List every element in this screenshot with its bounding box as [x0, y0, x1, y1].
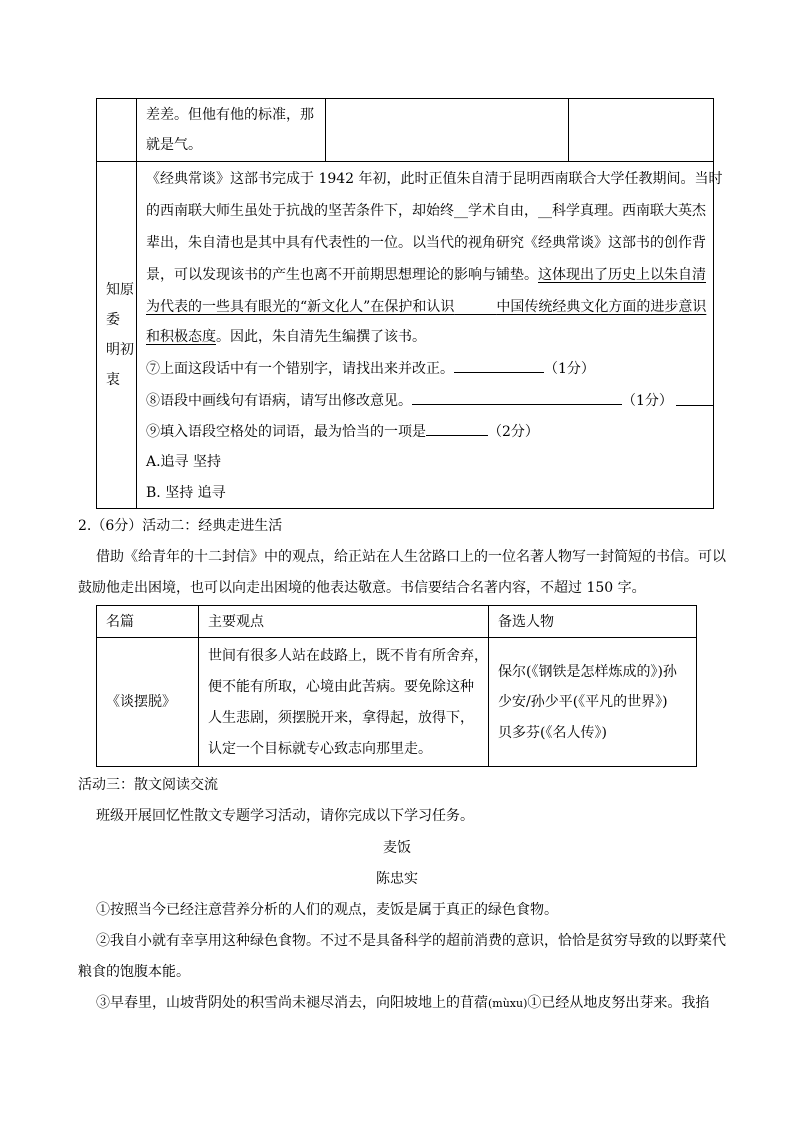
passage-text: 。因此，朱自清先生编撰了该书。 [216, 329, 426, 345]
table2-border [96, 605, 97, 767]
answer-blank[interactable] [412, 390, 622, 405]
paragraph-2: 粮食的饱腹本能。 [78, 964, 190, 980]
question-9-text: ⑨填入语段空格处的词语，最为恰当的一项是 [146, 424, 426, 440]
option-a[interactable]: A.追寻 坚持 [146, 454, 222, 470]
paragraph-3 [96, 993, 709, 1014]
paragraph-3-text: ③早春里，山坡背阴处的积雪尚未褪尽消去，向阳坡地上的苜蓿 [96, 995, 488, 1011]
viewpoint-line: 人生悲剧，须摆脱开来，拿得起，放得下， [208, 710, 474, 726]
paragraph-2: ②我自小就有幸享用这种绿色食物。不过不是具备科学的超前消费的意识，恰恰是贫穷导致的以野菜代 [96, 933, 726, 949]
table1-border [96, 98, 97, 509]
question-9 [146, 421, 539, 442]
passage-line: 的西南联大师生虽处于抗战的坚苦条件下，却始终__学术自由，__科学真理。西南联大英杰 [146, 203, 706, 219]
viewpoint-line: 世间有很多人站在歧路上，既不肯有所舍弃， [208, 648, 488, 664]
option-b[interactable]: B. 坚持 追寻 [146, 485, 226, 501]
passage-line [146, 327, 426, 347]
people-line: 保尔(《钢铁是怎样炼成的》)孙 [498, 664, 677, 680]
underlined-sentence: 这体现出了历史上以朱自清 [538, 267, 706, 283]
passage-line [146, 265, 706, 285]
pinyin: (mùxu) [488, 997, 528, 1010]
question-7-score: （1分） [544, 361, 595, 377]
answer-blank[interactable] [676, 405, 713, 406]
table1-row1-text: 差差。但他有他的标准，那 [146, 107, 314, 123]
table1-border [136, 98, 137, 509]
paragraph-1: ①按照当今已经注意营养分析的人们的观点，麦饭是属于真正的绿色食物。 [96, 902, 558, 918]
section3-intro: 班级开展回忆性散文专题学习活动，请你完成以下学习任务。 [96, 808, 474, 824]
table1-border [96, 98, 714, 99]
table2-border [696, 605, 697, 767]
table2-title-cell: 《谈摆脱》 [106, 694, 176, 710]
row-label: 委 [106, 312, 120, 328]
question-8-text: ⑧语段中画线句有语病，请写出修改意见。 [146, 393, 412, 409]
passage-line [146, 297, 706, 317]
people-line: 少安/孙少平(《平凡的世界》) [498, 694, 668, 710]
underlined-sentence: 为代表的一些具有眼光的“新文化人”在保护和认识 [146, 299, 455, 315]
viewpoint-line: 便不能有所取，心境由此苦病。要免除这种 [208, 679, 474, 695]
answer-blank[interactable] [426, 421, 488, 436]
section2-intro: 鼓励他走出困境，也可以向走出困境的他表达敬意。书信要结合名著内容，不超过 150 字。 [78, 580, 646, 596]
table1-border [325, 98, 326, 162]
viewpoint-line: 认定一个目标就专心致志向那里走。 [208, 741, 432, 757]
table2-border [198, 605, 199, 767]
passage-line: 辈出，朱自清也是其中具有代表性的一位。以当代的视角研究《经典常谈》这部书的创作背 [146, 235, 706, 251]
table1-border [96, 508, 714, 509]
question-8-score: （1分） [622, 393, 673, 409]
essay-title: 麦饭 [383, 840, 411, 856]
paragraph-3-text: ①已经从地皮努出芽来。我掐 [527, 995, 710, 1011]
answer-blank[interactable] [454, 358, 544, 373]
table1-row1-text: 就是气。 [146, 137, 202, 153]
row-label: 明初 [106, 342, 134, 358]
table2-border [96, 605, 697, 606]
underlined-sentence: 中国传统经典文化方面的进步意识 [496, 299, 707, 315]
table1-border [568, 98, 569, 162]
passage-text: 景，可以发现该书的产生也离不开前期思想理论的影响与铺垫。 [146, 267, 538, 283]
section2-heading: 2.（6分）活动二：经典走进生活 [78, 518, 283, 534]
question-7-text: ⑦上面这段话中有一个错别字，请找出来并改正。 [146, 361, 454, 377]
section3-heading: 活动三：散文阅读交流 [78, 777, 218, 793]
section2-intro: 借助《给青年的十二封信》中的观点，给正站在人生岔路口上的一位名著人物写一封简短的书信。可以 [96, 549, 726, 565]
table1-border [713, 98, 714, 509]
underlined-sentence: 和积极态度 [146, 329, 216, 345]
table2-border [96, 766, 697, 767]
table2-header: 名篇 [106, 614, 134, 630]
underline-gap [454, 299, 496, 315]
table2-border [488, 605, 489, 767]
row-label: 衷 [106, 372, 120, 388]
people-line: 贝多芬(《名人传》) [498, 725, 607, 741]
essay-author: 陈忠实 [376, 871, 418, 887]
table1-border [96, 161, 714, 162]
question-8 [146, 390, 673, 411]
table2-border [96, 637, 697, 638]
table2-header: 主要观点 [208, 614, 264, 630]
table2-header: 备选人物 [498, 614, 554, 630]
question-9-score: （2分） [488, 424, 539, 440]
passage-line: 《经典常谈》这部书完成于 1942 年初，此时正值朱自清于昆明西南联合大学任教期间。当时 [146, 171, 723, 187]
question-7 [146, 358, 595, 379]
row-label: 知原 [106, 282, 134, 298]
